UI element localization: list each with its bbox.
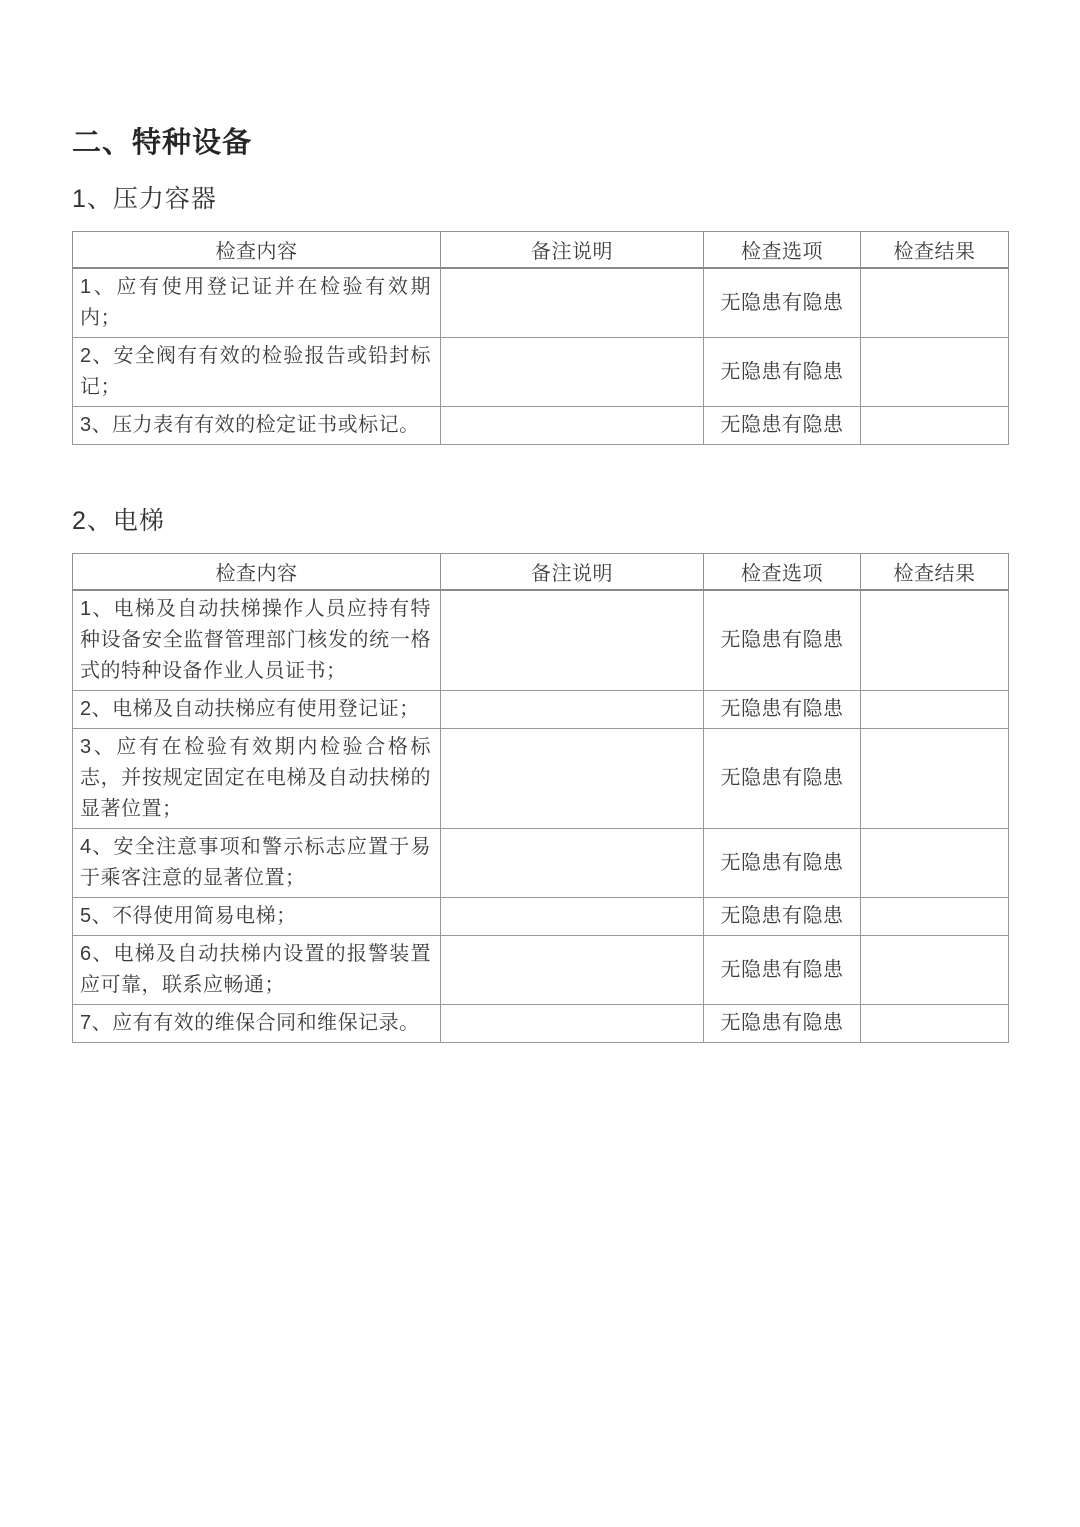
option-no-hazard: 无隐患 bbox=[720, 1012, 782, 1034]
options-cell bbox=[704, 338, 861, 407]
inspection-content-cell: 5、不得使用简易电梯； bbox=[73, 898, 441, 936]
result-cell bbox=[861, 268, 1009, 338]
column-header-result: 检查结果 bbox=[861, 554, 1009, 591]
remark-cell bbox=[441, 936, 704, 1005]
option-no-hazard: 无隐患 bbox=[720, 767, 782, 789]
option-has-hazard: 有隐患 bbox=[782, 360, 844, 383]
remark-cell bbox=[441, 268, 704, 338]
result-cell bbox=[861, 936, 1009, 1005]
table-row bbox=[73, 898, 1009, 936]
column-header-inspection-content: 检查内容 bbox=[73, 232, 441, 269]
column-header-inspection-content: 检查内容 bbox=[73, 554, 441, 591]
option-no-hazard: 无隐患 bbox=[720, 905, 782, 927]
remark-cell bbox=[441, 729, 704, 829]
remark-cell bbox=[441, 898, 704, 936]
table-row bbox=[73, 407, 1009, 445]
column-header-remark: 备注说明 bbox=[441, 554, 704, 591]
remark-cell bbox=[441, 1005, 704, 1043]
section-title: 二、特种设备 bbox=[72, 127, 253, 159]
remark-cell bbox=[441, 590, 704, 691]
result-cell bbox=[861, 338, 1009, 407]
subsection-pressure-vessel bbox=[72, 184, 1008, 445]
result-cell bbox=[861, 898, 1009, 936]
options-cell bbox=[704, 729, 861, 829]
remark-cell bbox=[441, 407, 704, 445]
remark-cell bbox=[441, 691, 704, 729]
inspection-content-cell: 2、安全阀有有效的检验报告或铅封标记； bbox=[73, 338, 441, 407]
inspection-content-cell: 2、电梯及自动扶梯应有使用登记证； bbox=[73, 691, 441, 729]
option-no-hazard: 无隐患 bbox=[720, 414, 782, 436]
option-has-hazard: 有隐患 bbox=[782, 629, 844, 651]
subsection-title-pressure-vessel: 1、压力容器 bbox=[72, 185, 217, 213]
table-row bbox=[73, 936, 1009, 1005]
inspection-content-cell: 3、压力表有有效的检定证书或标记。 bbox=[73, 407, 441, 445]
option-has-hazard: 有隐患 bbox=[782, 1012, 844, 1034]
result-cell bbox=[861, 691, 1009, 729]
result-cell bbox=[861, 1005, 1009, 1043]
result-cell bbox=[861, 590, 1009, 691]
inspection-content-cell: 3、应有在检验有效期内检验合格标志，并按规定固定在电梯及自动扶梯的显著位置； bbox=[73, 729, 441, 829]
remark-cell bbox=[441, 829, 704, 898]
table-row bbox=[73, 590, 1009, 691]
option-no-hazard: 无隐患 bbox=[720, 698, 782, 720]
option-has-hazard: 有隐患 bbox=[782, 767, 844, 789]
result-cell bbox=[861, 407, 1009, 445]
option-no-hazard: 无隐患 bbox=[720, 958, 782, 981]
option-has-hazard: 有隐患 bbox=[782, 698, 844, 720]
result-cell bbox=[861, 729, 1009, 829]
options-cell bbox=[704, 407, 861, 445]
options-cell bbox=[704, 268, 861, 338]
elevator-table bbox=[72, 553, 1009, 1043]
table-header-row bbox=[73, 554, 1009, 591]
table-row bbox=[73, 729, 1009, 829]
option-has-hazard: 有隐患 bbox=[782, 905, 844, 927]
option-no-hazard: 无隐患 bbox=[720, 629, 782, 651]
table-row bbox=[73, 268, 1009, 338]
option-has-hazard: 有隐患 bbox=[782, 291, 844, 314]
inspection-content-cell: 4、安全注意事项和警示标志应置于易于乘客注意的显著位置； bbox=[73, 829, 441, 898]
options-cell bbox=[704, 691, 861, 729]
options-cell bbox=[704, 936, 861, 1005]
option-no-hazard: 无隐患 bbox=[720, 291, 782, 314]
option-has-hazard: 有隐患 bbox=[782, 851, 844, 874]
remark-cell bbox=[441, 338, 704, 407]
options-cell bbox=[704, 898, 861, 936]
options-cell bbox=[704, 1005, 861, 1043]
option-no-hazard: 无隐患 bbox=[720, 360, 782, 383]
inspection-content-cell: 7、应有有效的维保合同和维保记录。 bbox=[73, 1005, 441, 1043]
pressure-vessel-table bbox=[72, 231, 1009, 445]
column-header-options: 检查选项 bbox=[704, 554, 861, 591]
option-no-hazard: 无隐患 bbox=[720, 851, 782, 874]
table-row bbox=[73, 829, 1009, 898]
inspection-content-cell: 6、电梯及自动扶梯内设置的报警装置应可靠，联系应畅通； bbox=[73, 936, 441, 1005]
table-row bbox=[73, 338, 1009, 407]
option-has-hazard: 有隐患 bbox=[782, 958, 844, 981]
table-header-row bbox=[73, 232, 1009, 269]
inspection-content-cell: 1、应有使用登记证并在检验有效期内； bbox=[73, 268, 441, 338]
subsection-title-elevator: 2、电梯 bbox=[72, 507, 165, 535]
inspection-content-cell: 1、电梯及自动扶梯操作人员应持有特种设备安全监督管理部门核发的统一格式的特种设备作业人员证书； bbox=[73, 590, 441, 691]
subsection-elevator bbox=[72, 506, 1008, 1043]
table-row bbox=[73, 1005, 1009, 1043]
option-has-hazard: 有隐患 bbox=[782, 414, 844, 436]
options-cell bbox=[704, 829, 861, 898]
column-header-remark: 备注说明 bbox=[441, 232, 704, 269]
column-header-result: 检查结果 bbox=[861, 232, 1009, 269]
options-cell bbox=[704, 590, 861, 691]
column-header-options: 检查选项 bbox=[704, 232, 861, 269]
result-cell bbox=[861, 829, 1009, 898]
table-row bbox=[73, 691, 1009, 729]
